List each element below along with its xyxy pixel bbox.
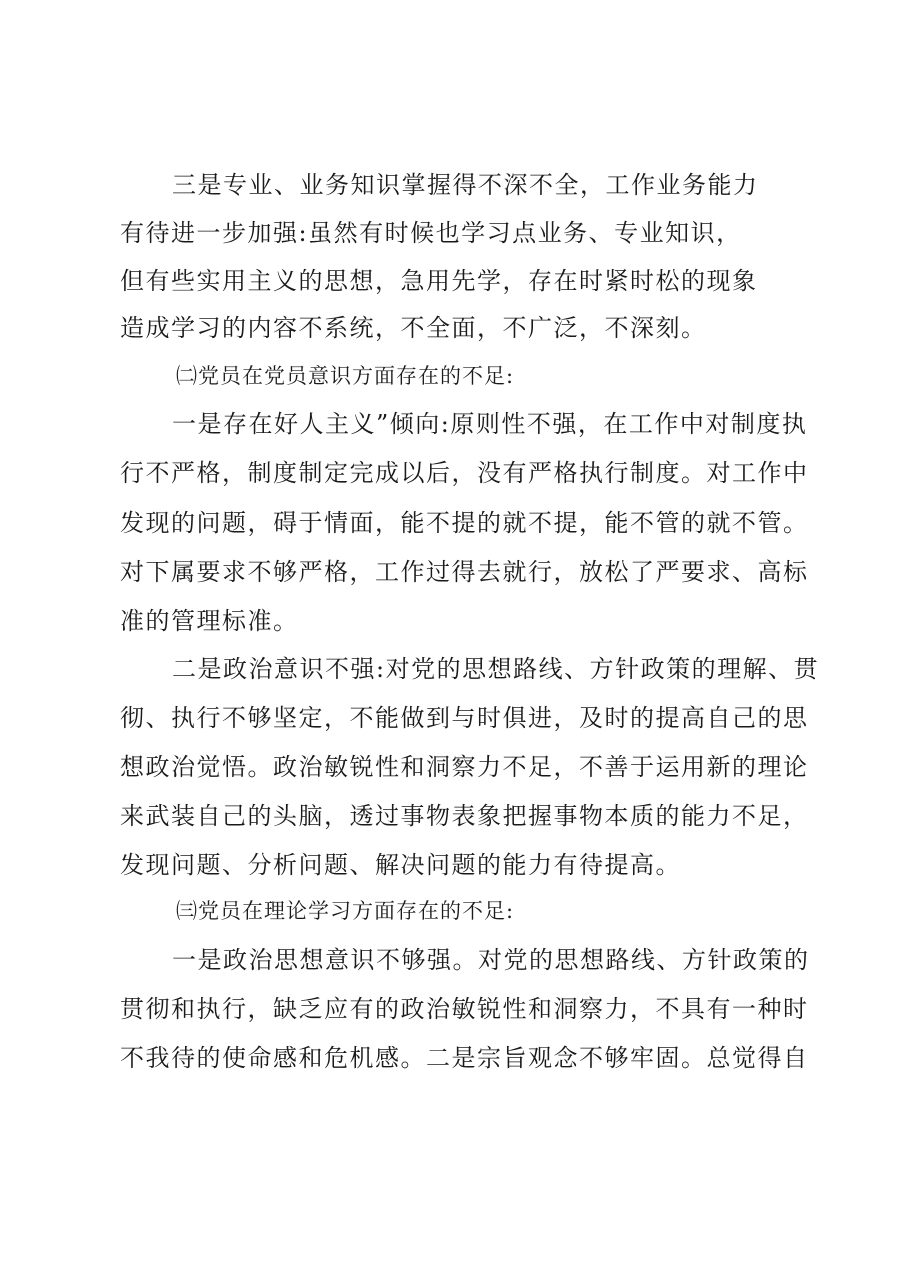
- text-line: 彻、执行不够坚定，不能做到与时俱进，及时的提高自己的思: [120, 704, 809, 732]
- text-line: 造成学习的内容不系统，不全面，不广泛，不深刻。: [120, 314, 707, 342]
- text-line: 来武装自己的头脑，透过事物表象把握事物本质的能力不足，: [120, 802, 809, 830]
- text-line: 但有些实用主义的思想，急用先学，存在时紧时松的现象: [120, 267, 758, 295]
- text-line: 发现的问题，碍于情面，能不提的就不提，能不管的就不管。: [120, 509, 809, 537]
- text-line: 对下属要求不够严格，工作过得去就行，放松了严要求、高标: [120, 558, 809, 586]
- text-line: 贯彻和执行，缺乏应有的政治敏锐性和洞察力，不具有一种时: [120, 995, 809, 1023]
- text-line: 想政治觉悟。政治敏锐性和洞察力不足，不善于运用新的理论: [120, 753, 809, 781]
- text-line: 三是专业、业务知识掌握得不深不全，工作业务能力: [172, 171, 759, 199]
- section-heading: ㈢党员在理论学习方面存在的不足:: [176, 899, 515, 923]
- section-heading: ㈡党员在党员意识方面存在的不足:: [176, 364, 515, 388]
- text-line: 准的管理标准。: [120, 607, 299, 635]
- text-line: 一是政治思想意识不够强。对党的思想路线、方针政策的: [172, 946, 810, 974]
- text-line: 一是存在好人主义”倾向:原则性不强，在工作中对制度执: [172, 410, 808, 438]
- text-line: 发现问题、分析问题、解决问题的能力有待提高。: [120, 851, 681, 879]
- text-line: 不我待的使命感和危机感。二是宗旨观念不够牢固。总觉得自: [120, 1044, 809, 1072]
- text-line: 有待进一步加强:虽然有时候也学习点业务、专业知识，: [120, 219, 742, 247]
- text-line: 二是政治意识不强:对党的思想路线、方针政策的理解、贯: [172, 655, 820, 683]
- text-line: 行不严格，制度制定完成以后，没有严格执行制度。对工作中: [120, 459, 809, 487]
